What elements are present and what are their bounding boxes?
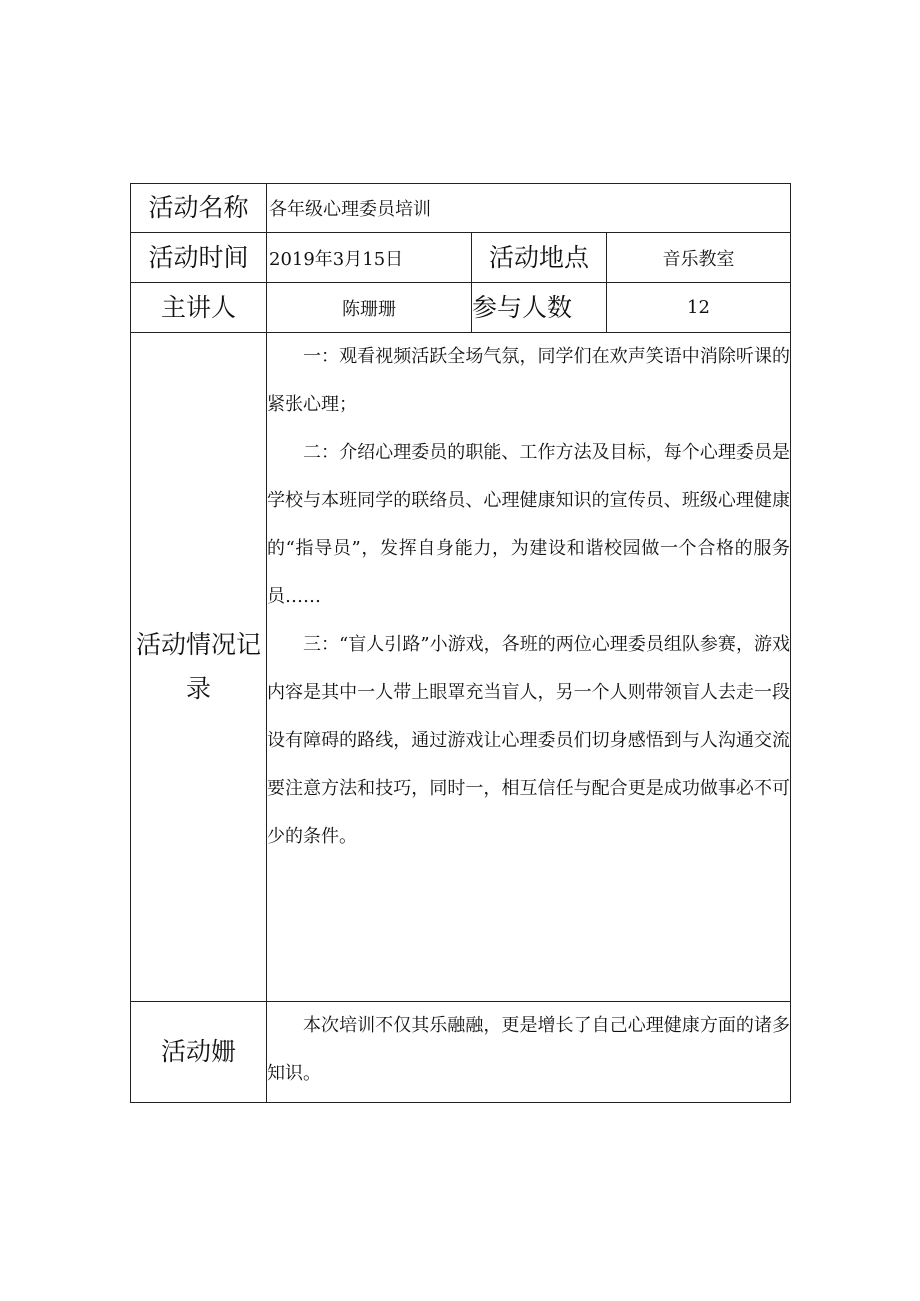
activity-summary-text <box>267 1002 791 1103</box>
row-speaker-participants <box>131 283 791 333</box>
activity-record-notes <box>267 333 791 1002</box>
label-activity-location: 活动地点 <box>472 233 607 283</box>
row-activity-name <box>131 184 791 233</box>
label-activity-time: 活动时间 <box>131 233 267 283</box>
record-paragraph-3: 三：“盲人引路”小游戏，各班的两位心理委员组队参赛，游戏内容是其中一人带上眼罩充当盲人，另一个人则带领盲人去走一段设有障碍的路线，通过游戏让心理委员们切身感悟到与人沟通交流要注意方法和技巧，同时一，相互信任与配合更是成功做事必不可少的条件。 <box>267 634 790 847</box>
summary-paragraph: 本次培训不仅其乐融融，更是增长了自己心理健康方面的诸多知识。 <box>267 1015 790 1084</box>
label-participants: 参与人数 <box>472 283 607 333</box>
label-activity-record: 活动情况记录 <box>131 333 267 1002</box>
activity-record-sheet <box>130 183 790 1103</box>
label-activity-summary: 活动姗 <box>131 1002 267 1103</box>
value-participants: 12 <box>607 283 791 333</box>
value-speaker: 陈珊珊 <box>267 283 472 333</box>
value-activity-name: 各年级心理委员培训 <box>267 184 791 233</box>
record-paragraph-2: 二：介绍心理委员的职能、工作方法及目标，每个心理委员是学校与本班同学的联络员、心理健康知识的宣传员、班级心理健康的“指导员”，发挥自身能力，为建设和谐校园做一个合格的服务员…… <box>267 442 790 607</box>
label-speaker: 主讲人 <box>131 283 267 333</box>
row-activity-summary <box>131 1002 791 1103</box>
value-activity-location: 音乐教室 <box>607 233 791 283</box>
row-activity-time-location <box>131 233 791 283</box>
row-activity-record <box>131 333 791 1002</box>
value-activity-time: 2019年3月15日 <box>267 233 472 283</box>
activity-record-table <box>130 183 791 1103</box>
record-paragraph-1: 一：观看视频活跃全场气氛，同学们在欢声笑语中消除听课的紧张心理； <box>267 346 790 415</box>
label-activity-name: 活动名称 <box>131 184 267 233</box>
